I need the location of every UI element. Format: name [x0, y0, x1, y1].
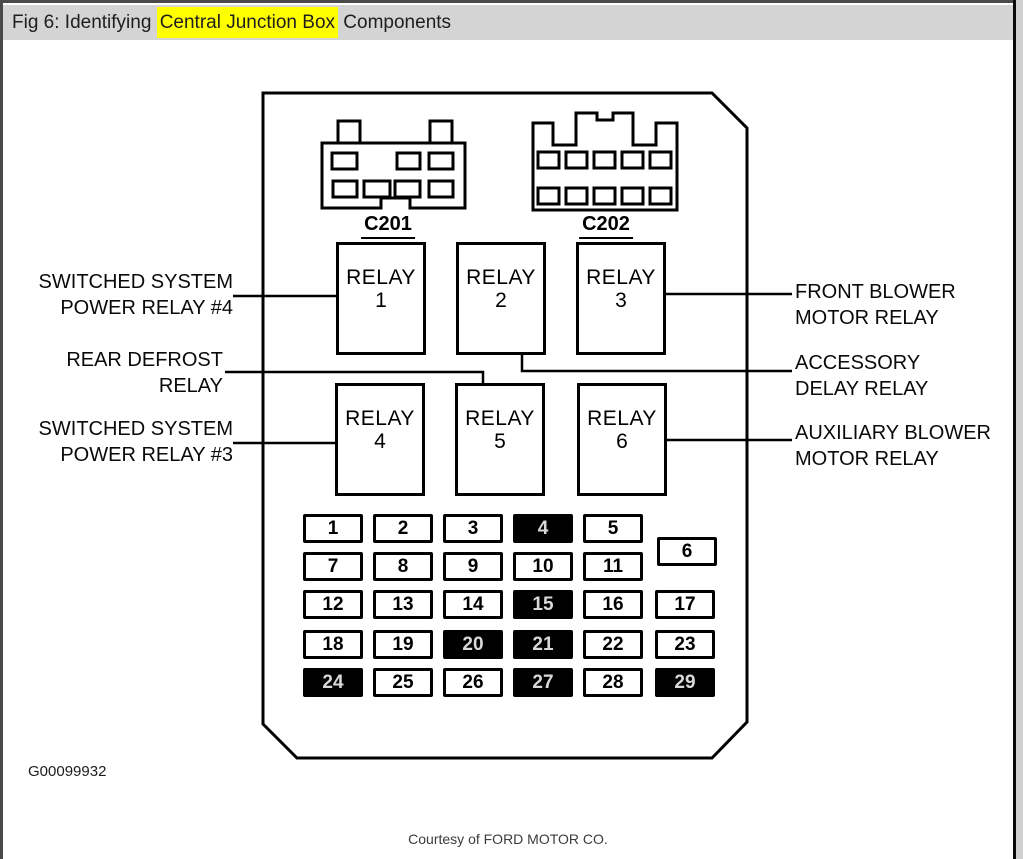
- fuse-23: 23: [655, 630, 715, 659]
- title-highlight: Central Junction Box: [157, 7, 338, 38]
- figure-title-prefix: Fig 6: Identifying: [12, 12, 157, 33]
- fuse-4: 4: [513, 514, 573, 543]
- connector-c201-label: C201: [361, 213, 415, 239]
- fuse-13: 13: [373, 590, 433, 619]
- fuse-25: 25: [373, 668, 433, 697]
- fuse-29: 29: [655, 668, 715, 697]
- relay-box-3: [576, 242, 666, 355]
- label-line: SWITCHED SYSTEM: [38, 271, 233, 293]
- relay-number: 5: [494, 430, 506, 453]
- figure-code: G00099932: [28, 763, 107, 780]
- label-front-blower-motor-relay: [795, 279, 956, 331]
- figure-title-bar: [3, 5, 1013, 40]
- relay-number: 6: [616, 430, 628, 453]
- label-line: POWER RELAY #4: [60, 297, 233, 319]
- relay-box-6: [577, 383, 667, 496]
- fuse-21: 21: [513, 630, 573, 659]
- fuse-22: 22: [583, 630, 643, 659]
- relay-label: RELAY: [466, 266, 536, 289]
- fuse-6: 6: [657, 537, 717, 566]
- fuse-24: 24: [303, 668, 363, 697]
- relay-box-5: [455, 383, 545, 496]
- window-frame-left: [0, 0, 3, 859]
- label-line: POWER RELAY #3: [60, 444, 233, 466]
- fuse-28: 28: [583, 668, 643, 697]
- label-line: DELAY RELAY: [795, 378, 929, 400]
- relay-box-4: [335, 383, 425, 496]
- courtesy-note: Courtesy of FORD MOTOR CO.: [408, 831, 608, 847]
- fuse-7: 7: [303, 552, 363, 581]
- fuse-9: 9: [443, 552, 503, 581]
- fuse-5: 5: [583, 514, 643, 543]
- connector-c202-label: C202: [579, 213, 633, 239]
- fuse-16: 16: [583, 590, 643, 619]
- label-auxiliary-blower-motor-relay: [795, 420, 991, 472]
- relay-number: 2: [495, 289, 507, 312]
- label-switched-system-power-relay-3: [39, 416, 233, 468]
- fuse-14: 14: [443, 590, 503, 619]
- relay-box-2: [456, 242, 546, 355]
- label-line: AUXILIARY BLOWER: [795, 422, 991, 444]
- label-line: SWITCHED SYSTEM: [38, 418, 233, 440]
- label-line: MOTOR RELAY: [795, 307, 939, 329]
- window-frame-top: [0, 0, 1023, 3]
- fuse-2: 2: [373, 514, 433, 543]
- window-frame-right-pad: [1016, 0, 1023, 859]
- relay-number: 4: [374, 430, 386, 453]
- fuse-15: 15: [513, 590, 573, 619]
- relay-label: RELAY: [465, 407, 535, 430]
- relay-label: RELAY: [345, 407, 415, 430]
- figure-title-suffix: Components: [338, 12, 452, 33]
- relay-box-1: [336, 242, 426, 355]
- label-line: ACCESSORY: [795, 352, 921, 374]
- connector-c201-icon: [322, 121, 465, 208]
- relay-label: RELAY: [586, 266, 656, 289]
- fuse-1: 1: [303, 514, 363, 543]
- fuse-17: 17: [655, 590, 715, 619]
- fuse-10: 10: [513, 552, 573, 581]
- fuse-11: 11: [583, 552, 643, 581]
- relay-label: RELAY: [587, 407, 657, 430]
- relay-number: 1: [375, 289, 387, 312]
- label-line: RELAY: [158, 375, 223, 397]
- fuse-20: 20: [443, 630, 503, 659]
- connector-c202-icon: [533, 113, 677, 210]
- relay-label: RELAY: [346, 266, 416, 289]
- fuse-27: 27: [513, 668, 573, 697]
- fuse-26: 26: [443, 668, 503, 697]
- fuse-18: 18: [303, 630, 363, 659]
- label-switched-system-power-relay-4: [39, 269, 233, 321]
- label-rear-defrost-relay: [66, 347, 223, 399]
- label-line: MOTOR RELAY: [795, 448, 939, 470]
- fuse-19: 19: [373, 630, 433, 659]
- label-accessory-delay-relay: [795, 350, 928, 402]
- relay-number: 3: [615, 289, 627, 312]
- fuse-12: 12: [303, 590, 363, 619]
- label-line: REAR DEFROST: [66, 349, 223, 371]
- leader-line-accessory-delay-relay: [522, 355, 792, 371]
- fuse-8: 8: [373, 552, 433, 581]
- label-line: FRONT BLOWER: [795, 281, 956, 303]
- fuse-3: 3: [443, 514, 503, 543]
